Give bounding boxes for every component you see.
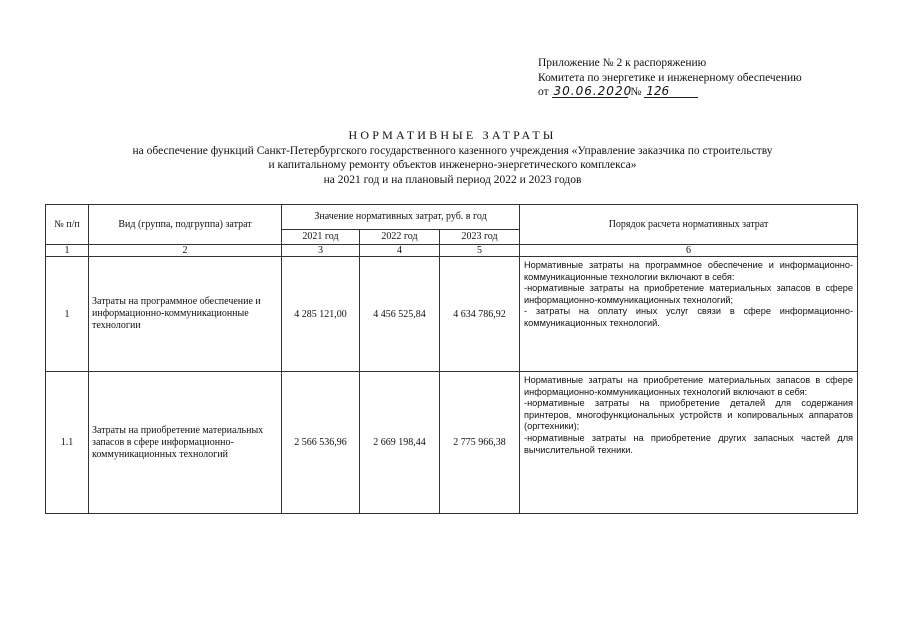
appendix-header (538, 56, 802, 100)
row-value-2021: 4 285 121,00 (282, 257, 360, 372)
date-prefix: от (538, 86, 549, 98)
row-value-2023: 2 775 966,38 (440, 372, 520, 514)
header-order: Порядок расчета нормативных затрат (520, 205, 858, 245)
row-num: 1.1 (46, 372, 89, 514)
row-name: Затраты на приобретение материальных запасов в сфере информационно-коммуникационных технологий (89, 372, 282, 514)
header-2023: 2023 год (440, 230, 520, 245)
row-value-2023: 4 634 786,92 (440, 257, 520, 372)
appendix-line-1: Приложение № 2 к распоряжению (538, 57, 707, 69)
row-num: 1 (46, 257, 89, 372)
col-number: 4 (360, 245, 440, 257)
desc-paragraph: -нормативные затраты на приобретение деталей для содержания принтеров, многофункциональных устройств и копировальных аппаратов (оргтехники); (524, 398, 854, 432)
handwritten-date: 30.06.2020 (553, 84, 633, 98)
table-row (46, 257, 858, 372)
table-row (46, 372, 858, 514)
number-prefix: № (630, 86, 642, 98)
col-number: 6 (520, 245, 858, 257)
desc-paragraph: Нормативные затраты на программное обеспечение и информационно-коммуникационные технологии включают в себя: (524, 260, 854, 282)
header-value: Значение нормативных затрат, руб. в год (282, 205, 520, 230)
column-number-row (46, 245, 858, 257)
header-type: Вид (группа, подгруппа) затрат (89, 205, 282, 245)
title-line-2: и капитальному ремонту объектов инженерно-энергетического комплекса» (268, 159, 637, 171)
header-row-1 (46, 205, 858, 230)
header-2022: 2022 год (360, 230, 440, 245)
title-line-3: на 2021 год и на плановый период 2022 и 2023 годов (323, 173, 582, 186)
col-number: 3 (282, 245, 360, 257)
col-number: 1 (46, 245, 89, 257)
row-value-2022: 4 456 525,84 (360, 257, 440, 372)
row-value-2022: 2 669 198,44 (360, 372, 440, 514)
row-value-2021: 2 566 536,96 (282, 372, 360, 514)
row-description (520, 372, 858, 514)
desc-paragraph: - затраты на оплату иных услуг связи в сфере информационно-коммуникационных технологий. (524, 306, 854, 328)
title-heading: НОРМАТИВНЫЕ ЗАТРАТЫ (348, 128, 557, 142)
appendix-line-2: Комитета по энергетике и инженерному обеспечению (538, 71, 802, 84)
header-num: № п/п (46, 205, 89, 245)
document-title (0, 128, 905, 187)
title-line-1: на обеспечение функций Санкт-Петербургского государственного казенного учреждения «Управление заказчика по строительству (132, 144, 773, 157)
desc-paragraph: -нормативные затраты на приобретение других запасных частей для вычислительной техники. (524, 432, 854, 455)
appendix-date-line (538, 85, 802, 100)
costs-table (45, 204, 858, 514)
col-number: 5 (440, 245, 520, 257)
row-name: Затраты на программное обеспечение и информационно-коммуникационные технологии (89, 257, 282, 372)
desc-paragraph: -нормативные затраты на приобретение материальных запасов в сфере информационно-коммуникационных технологий; (524, 283, 854, 305)
row-description (520, 257, 858, 372)
desc-paragraph: Нормативные затраты на приобретение материальных запасов в сфере информационно-коммуникационных технологий включают в себя: (524, 375, 854, 397)
header-2021: 2021 год (282, 230, 360, 245)
col-number: 2 (89, 245, 282, 257)
handwritten-number: 126 (644, 85, 698, 98)
